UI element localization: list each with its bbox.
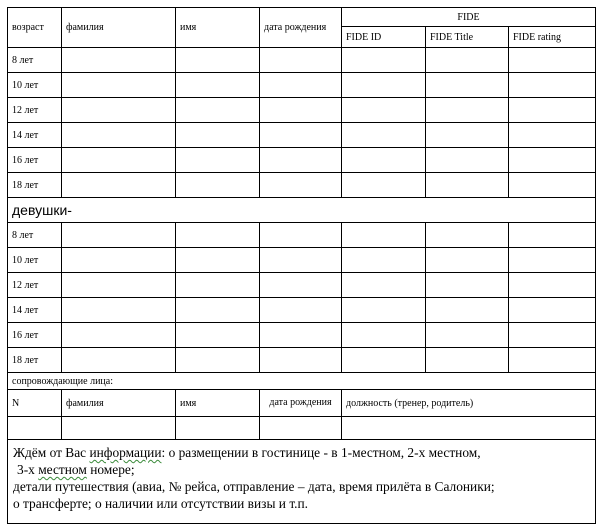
fide-id-cell[interactable] (342, 298, 426, 323)
players-table (7, 7, 596, 390)
surname-cell[interactable] (62, 323, 176, 348)
fide-title-cell[interactable] (426, 123, 509, 148)
fide-title-cell[interactable] (426, 73, 509, 98)
escort-surname-header: фамилия (62, 390, 176, 417)
birth-date-cell[interactable] (260, 173, 342, 198)
girls-section-row (8, 198, 596, 223)
fide-id-cell[interactable] (342, 48, 426, 73)
fide-id-cell[interactable] (342, 248, 426, 273)
fide-rating-cell[interactable] (509, 73, 596, 98)
birth-date-cell[interactable] (260, 148, 342, 173)
escort-table (7, 389, 596, 524)
girls-section-title: девушки- (8, 198, 596, 223)
surname-cell[interactable] (62, 298, 176, 323)
table-row (8, 248, 596, 273)
birth-date-cell[interactable] (260, 348, 342, 373)
surname-cell[interactable] (62, 98, 176, 123)
age-cell: 10 лет (8, 73, 62, 98)
surname-cell[interactable] (62, 123, 176, 148)
birth-date-cell[interactable] (260, 223, 342, 248)
note-line-1 (13, 444, 591, 461)
fide-title-cell[interactable] (426, 323, 509, 348)
note-underlined-word: информации (89, 445, 162, 460)
fide-rating-cell[interactable] (509, 223, 596, 248)
fide-rating-cell[interactable] (509, 173, 596, 198)
note-line-1-end: : о размещении в гостинице - в 1-местном, 2-х местном, (161, 445, 481, 460)
fide-id-cell[interactable] (342, 148, 426, 173)
birth-date-cell[interactable] (260, 48, 342, 73)
fide-id-cell[interactable] (342, 73, 426, 98)
fide-rating-header: FIDE rating (509, 27, 596, 48)
surname-cell[interactable] (62, 73, 176, 98)
name-cell[interactable] (176, 223, 260, 248)
name-cell[interactable] (176, 348, 260, 373)
surname-header: фамилия (62, 8, 176, 48)
note-line-4: о трансферте; о наличии или отсутствии визы и т.п. (13, 496, 309, 511)
fide-title-cell[interactable] (426, 48, 509, 73)
note-line-2 (13, 461, 591, 478)
fide-id-cell[interactable] (342, 348, 426, 373)
name-cell[interactable] (176, 248, 260, 273)
birth-date-cell[interactable] (260, 73, 342, 98)
surname-cell[interactable] (62, 223, 176, 248)
fide-rating-cell[interactable] (509, 298, 596, 323)
escort-position-cell[interactable] (342, 417, 596, 440)
name-cell[interactable] (176, 323, 260, 348)
note-line-1-start: Ждём от Вас (13, 445, 90, 460)
table-row (8, 98, 596, 123)
age-cell: 12 лет (8, 98, 62, 123)
age-cell: 18 лет (8, 173, 62, 198)
name-header: имя (176, 8, 260, 48)
fide-id-cell[interactable] (342, 98, 426, 123)
escort-name-cell[interactable] (176, 417, 260, 440)
escort-header-row (8, 390, 596, 417)
surname-cell[interactable] (62, 148, 176, 173)
age-cell: 8 лет (8, 223, 62, 248)
birth-date-cell[interactable] (260, 248, 342, 273)
escort-name-header: имя (176, 390, 260, 417)
fide-rating-cell[interactable] (509, 98, 596, 123)
escort-birth-date-header: дата рождения (260, 390, 342, 417)
fide-title-header: FIDE Title (426, 27, 509, 48)
age-cell: 8 лет (8, 48, 62, 73)
birth-date-cell[interactable] (260, 123, 342, 148)
table-row (8, 417, 596, 440)
name-cell[interactable] (176, 148, 260, 173)
table-row (8, 48, 596, 73)
birth-date-cell[interactable] (260, 98, 342, 123)
table-row (8, 323, 596, 348)
fide-rating-cell[interactable] (509, 248, 596, 273)
fide-title-cell[interactable] (426, 98, 509, 123)
fide-rating-cell[interactable] (509, 123, 596, 148)
table-row (8, 273, 596, 298)
table-row (8, 73, 596, 98)
table-row (8, 348, 596, 373)
age-cell: 10 лет (8, 248, 62, 273)
table-row (8, 173, 596, 198)
fide-title-cell[interactable] (426, 148, 509, 173)
fide-rating-cell[interactable] (509, 273, 596, 298)
age-cell: 16 лет (8, 148, 62, 173)
fide-rating-cell[interactable] (509, 348, 596, 373)
fide-id-cell[interactable] (342, 173, 426, 198)
birth-date-cell[interactable] (260, 323, 342, 348)
escort-position-header: должность (тренер, родитель) (342, 390, 596, 417)
table-row (8, 148, 596, 173)
header-row-1 (8, 8, 596, 27)
escort-section-row (8, 373, 596, 390)
name-cell[interactable] (176, 98, 260, 123)
fide-header: FIDE (342, 8, 596, 27)
surname-cell[interactable] (62, 273, 176, 298)
surname-cell[interactable] (62, 48, 176, 73)
fide-id-cell[interactable] (342, 123, 426, 148)
fide-rating-cell[interactable] (509, 323, 596, 348)
fide-title-cell[interactable] (426, 298, 509, 323)
escort-n-cell[interactable] (8, 417, 62, 440)
registration-form (7, 7, 595, 524)
fide-title-cell[interactable] (426, 248, 509, 273)
fide-rating-cell[interactable] (509, 148, 596, 173)
name-cell[interactable] (176, 173, 260, 198)
fide-title-cell[interactable] (426, 273, 509, 298)
fide-id-cell[interactable] (342, 223, 426, 248)
note-line-2-end: номере; (86, 462, 135, 477)
name-cell[interactable] (176, 298, 260, 323)
birth-date-header: дата рождения (260, 8, 342, 48)
note-underlined-word: местном (38, 462, 87, 477)
escort-n-header: N (8, 390, 62, 417)
age-cell: 18 лет (8, 348, 62, 373)
fide-rating-cell[interactable] (509, 48, 596, 73)
table-row (8, 298, 596, 323)
fide-title-cell[interactable] (426, 173, 509, 198)
table-row (8, 123, 596, 148)
fide-id-cell[interactable] (342, 273, 426, 298)
name-cell[interactable] (176, 123, 260, 148)
fide-id-cell[interactable] (342, 323, 426, 348)
age-cell: 14 лет (8, 298, 62, 323)
name-cell[interactable] (176, 48, 260, 73)
fide-title-cell[interactable] (426, 348, 509, 373)
note-line-2-start: 3-х (17, 462, 39, 477)
fide-id-header: FIDE ID (342, 27, 426, 48)
escort-surname-cell[interactable] (62, 417, 176, 440)
name-cell[interactable] (176, 273, 260, 298)
name-cell[interactable] (176, 73, 260, 98)
escort-birth-date-cell[interactable] (260, 417, 342, 440)
note-line-3: детали путешествия (авиа, № рейса, отправление – дата, время прилёта в Салоники; (13, 479, 495, 494)
birth-date-cell[interactable] (260, 298, 342, 323)
age-cell: 12 лет (8, 273, 62, 298)
surname-cell[interactable] (62, 173, 176, 198)
note-text (8, 440, 596, 524)
fide-title-cell[interactable] (426, 223, 509, 248)
escort-section-title: сопровождающие лица: (8, 373, 596, 390)
age-header: возраст (8, 8, 62, 48)
age-cell: 14 лет (8, 123, 62, 148)
surname-cell[interactable] (62, 248, 176, 273)
note-row (8, 440, 596, 524)
surname-cell[interactable] (62, 348, 176, 373)
age-cell: 16 лет (8, 323, 62, 348)
birth-date-cell[interactable] (260, 273, 342, 298)
table-row (8, 223, 596, 248)
